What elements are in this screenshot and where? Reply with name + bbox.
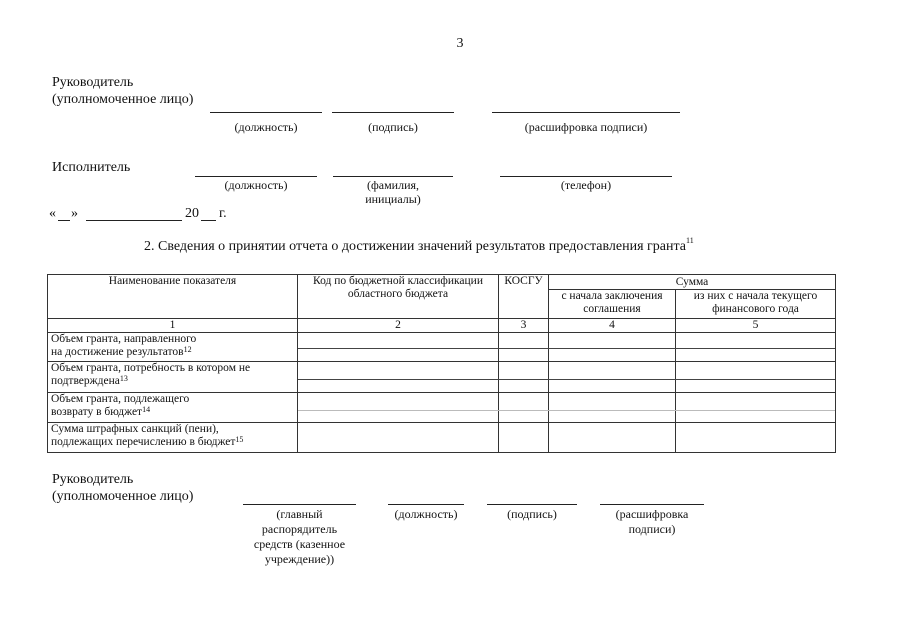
subrow-rule	[298, 379, 835, 380]
table-cell[interactable]	[298, 333, 499, 362]
signature-decode-line	[492, 112, 680, 113]
position-line	[210, 112, 322, 113]
section-heading-note: 11	[686, 236, 694, 245]
table-cell[interactable]	[549, 333, 676, 362]
section-heading-text: 2. Сведения о принятии отчета о достижении значений результатов предоставления гранта	[144, 239, 686, 254]
table-cell[interactable]	[499, 423, 549, 453]
table-row	[48, 362, 836, 393]
row-note: 12	[183, 345, 192, 354]
signatory-title-2: Руководитель	[52, 472, 134, 487]
signatory-subtitle-2: (уполномоченное лицо)	[52, 489, 194, 504]
signature-caption-2: (подпись)	[507, 507, 557, 521]
header-name: Наименование показателя	[48, 275, 298, 319]
date-quote-open: «	[49, 206, 56, 221]
page-number: 3	[456, 36, 464, 51]
authority-line	[243, 504, 356, 505]
header-sum-from-start: с начала заключения соглашения	[549, 290, 676, 319]
table-cell[interactable]	[676, 393, 836, 423]
table-cell[interactable]	[549, 393, 676, 423]
table-cell[interactable]	[676, 423, 836, 453]
signature-caption: (подпись)	[368, 120, 418, 134]
col-number-1: 1	[48, 319, 298, 333]
table-row	[48, 423, 836, 453]
executor-name-line	[333, 176, 453, 177]
signature-line-2	[487, 504, 577, 505]
executor-position-caption: (должность)	[224, 178, 288, 192]
signature-decode-caption: (расшифровка подписи)	[524, 120, 648, 134]
signatory-title: Руководитель	[52, 75, 134, 90]
executor-position-line	[195, 176, 317, 177]
row-note: 14	[142, 405, 151, 414]
row-note: 13	[119, 374, 128, 383]
table-cell[interactable]	[298, 362, 499, 393]
date-day-line	[58, 220, 70, 221]
subrow-rule	[298, 410, 835, 411]
date-quote-close: »	[71, 206, 78, 221]
table-cell[interactable]	[499, 362, 549, 393]
row-label: Сумма штрафных санкций (пени), подлежащих перечислению в бюджет$^{15}$	[48, 423, 298, 453]
results-table	[47, 274, 836, 453]
subrow-rule	[298, 348, 835, 349]
table-cell[interactable]	[499, 393, 549, 423]
table-cell[interactable]	[549, 423, 676, 453]
table-cell[interactable]	[676, 333, 836, 362]
table-cell[interactable]	[298, 423, 499, 453]
header-code: Код по бюджетной классификации областного бюджета	[298, 275, 499, 319]
signature-decode-line-2	[600, 504, 704, 505]
table-cell[interactable]	[549, 362, 676, 393]
executor-phone-line	[500, 176, 672, 177]
section-heading	[144, 236, 694, 255]
col-number-3: 3	[499, 319, 549, 333]
col-number-5: 5	[676, 319, 836, 333]
header-kosgu: КОСГУ	[499, 275, 549, 319]
row-label: Объем гранта, подлежащего возврату в бюджет$^{14}$	[48, 393, 298, 423]
executor-name-caption: (фамилия,	[366, 178, 420, 192]
date-year-line	[201, 220, 216, 221]
date-month-line	[86, 220, 182, 221]
header-sum: Сумма	[549, 275, 836, 290]
executor-title: Исполнитель	[52, 160, 131, 175]
col-number-4: 4	[549, 319, 676, 333]
table-cell[interactable]	[676, 362, 836, 393]
position-caption-2: (должность)	[394, 507, 458, 521]
signatory-subtitle: (уполномоченное лицо)	[52, 92, 194, 107]
executor-name-caption-2: инициалы)	[365, 192, 421, 206]
row-label: Объем гранта, потребность в котором не подтверждена$^{13}$	[48, 362, 298, 393]
position-line-2	[388, 504, 464, 505]
row-note: 15	[235, 435, 244, 444]
authority-caption: (главный распорядитель средств (казенное учреждение))	[253, 507, 346, 566]
executor-phone-caption: (телефон)	[560, 178, 612, 192]
position-caption: (должность)	[234, 120, 298, 134]
date-year-suffix: г.	[219, 206, 227, 221]
date-year-prefix: 20	[185, 206, 199, 221]
table-row	[48, 393, 836, 423]
table-cell[interactable]	[298, 393, 499, 423]
signature-line	[332, 112, 454, 113]
header-sum-current-year: из них с начала текущего финансового года	[676, 290, 836, 319]
signature-decode-caption-2: (расшифровка подписи)	[615, 507, 689, 536]
table-row	[48, 333, 836, 362]
row-label: Объем гранта, направленного на достижение результатов$^{12}$	[48, 333, 298, 362]
table-cell[interactable]	[499, 333, 549, 362]
col-number-2: 2	[298, 319, 499, 333]
